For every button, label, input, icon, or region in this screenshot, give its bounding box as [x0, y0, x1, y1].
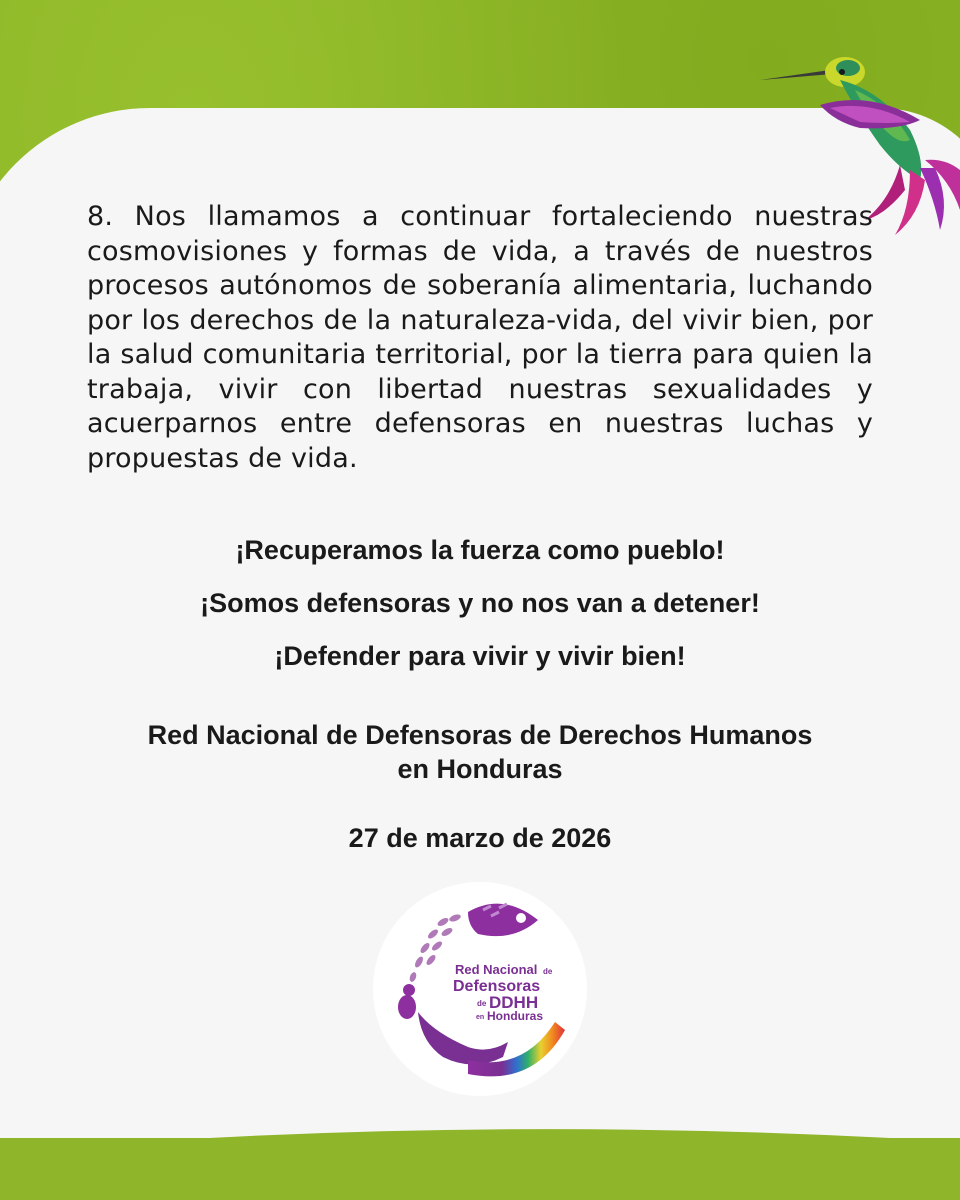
- logo-text-line4: Honduras: [487, 1009, 544, 1023]
- logo-text-line3: DDHH: [489, 993, 539, 1012]
- logo-text-line1: Red Nacional: [455, 962, 538, 977]
- slogan: ¡Recuperamos la fuerza como pueblo!: [235, 535, 725, 565]
- organization-name-line2: en Honduras: [397, 754, 563, 784]
- date: 27 de marzo de 2026: [348, 823, 612, 853]
- declaration-paragraph: 8. Nos llamamos a continuar fortaleciendo nuestras cosmovisiones y formas de vida, a través de nuestros procesos autónomos de soberanía alimentaria, luchando por los derechos de la naturaleza-vida, del vivir bien, por la salud comunitaria territorial, por la tierra para quien la trabaja, vivir con libertad nuestras sexualidades y acuerparnos entre defensoras en nuestras luchas y propuestas de vida.: [87, 201, 873, 474]
- organization-name-line1: Red Nacional de Defensoras de Derechos Humanos: [147, 720, 813, 750]
- organization-name: [60, 718, 900, 786]
- organization-logo: [373, 882, 587, 1096]
- logo-text-de2: de: [477, 999, 487, 1008]
- logo-text-line2: Defensoras: [453, 978, 541, 995]
- bottom-green-band: [0, 1138, 960, 1200]
- logo-text-en: en: [476, 1014, 485, 1021]
- logo-text-de: de: [542, 967, 553, 976]
- slogan: ¡Defender para vivir y vivir bien!: [274, 641, 686, 671]
- slogans: [0, 530, 960, 689]
- slogan: ¡Somos defensoras y no nos van a detener!: [200, 588, 760, 618]
- svg-text:Red Nacional de: [455, 962, 553, 977]
